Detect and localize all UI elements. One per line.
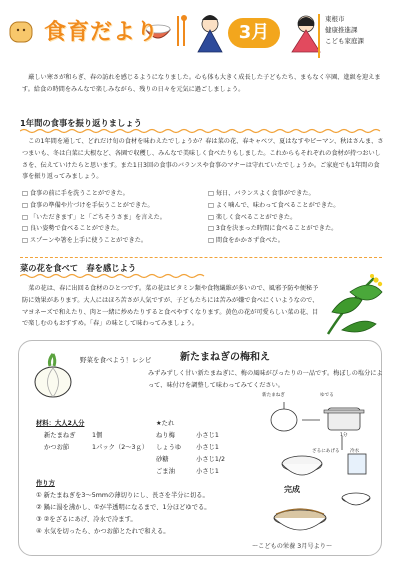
source-caption: 〜こどもの栄養 3月号より〜	[252, 543, 333, 550]
sauce-qty: 小さじ1	[196, 431, 219, 439]
sauce-name: ごま油	[156, 467, 175, 475]
sauce-qty: 小さじ1/2	[196, 455, 226, 463]
checklist-left	[22, 188, 166, 247]
sauce-row	[156, 442, 225, 454]
step-item: ① 新たまねぎを3〜5mmの薄切りにし、長さを半分に切る。	[36, 491, 209, 499]
check-item: □ よく噛んで、味わって食べることができた。	[208, 200, 339, 212]
ingredients-block	[36, 418, 148, 454]
illus-label: ゆでる	[320, 393, 334, 398]
illus-label: 新たまねぎ	[262, 393, 285, 398]
wave-divider	[20, 273, 210, 279]
ingredient-qty: 1パック（2〜3ｇ）	[92, 443, 149, 451]
check-item: □ 食事の前に手を洗うことができた。	[22, 188, 166, 200]
check-item: □ 良い姿勢で食べることができた。	[22, 223, 166, 235]
materials-title: 材料：大人2人分	[36, 420, 85, 427]
check-item: □ 「いただきます」と「ごちそうさま」を言えた。	[22, 212, 166, 224]
sauce-name: 砂糖	[156, 455, 169, 463]
ingredient-name: 新たまねぎ	[44, 431, 76, 439]
recipe-title: 新たまねぎの梅和え	[180, 352, 270, 363]
check-item: □ 毎日、バランスよく食事ができた。	[208, 188, 339, 200]
ingredient-qty: 1個	[92, 431, 103, 439]
nanohana-illustration	[322, 272, 388, 338]
sauce-row	[156, 466, 225, 478]
sauce-row	[156, 430, 225, 442]
onion-illustration	[28, 350, 78, 400]
section1-body: この1年間を通して、どれだけ旬の食材を味わえたでしょうか？春は菜の花、春キャベツ、夏はなすやピーマン、秋はさんま、さつまいも、冬は白菜に大根など、各園で収穫し、みんなで美味しく食べたりもしました。これからもそれぞれの食材が持つおいしさを、伝えていけたらと思います。また1日3回の食事のバランスや食事のマナーは守れていたでしょうか。ご家庭でも1年間の食事を振り返ってみましょう。	[22, 138, 384, 181]
check-item: □ 間食をかかさず食べた。	[208, 235, 339, 247]
illus-label: 冷水	[350, 449, 360, 454]
step-item: ③ ②をざるにあげ、冷水で冷ます。	[36, 515, 137, 523]
step-item: ④ 水気を切ったら、かつお節とたれで和える。	[36, 527, 170, 535]
org-box	[318, 14, 388, 58]
month-badge: 3月	[228, 18, 280, 48]
ingredient-name: かつお節	[44, 443, 70, 451]
header	[0, 0, 400, 68]
org-line: 健康推進課	[325, 26, 358, 35]
sauce-qty: 小さじ1	[196, 467, 219, 475]
check-item: □ 楽しく食べることができた。	[208, 212, 339, 224]
intro-paragraph: 厳しい寒さが和らぎ、春の訪れを感じるようになりました。心も体も大きく成長した子どもたち、まもなく卒園、進級を迎えます。給食の時間をみんなで楽しみながら、残りの日々を元気に過ごしましょう。	[22, 74, 381, 93]
recipe-steps-illustration	[262, 394, 378, 538]
ingredient-row	[36, 442, 148, 454]
ingredient-row	[36, 430, 148, 442]
dashed-divider	[20, 257, 382, 259]
org-line: 東根市	[325, 15, 345, 23]
org-line: こども家庭課	[325, 37, 364, 46]
checklist-right	[208, 188, 339, 247]
step-item: ② 鍋に湯を沸かし、①が半透明になるまで、1分ほどゆでる。	[36, 503, 211, 511]
steps-title: 作り方	[36, 480, 55, 487]
section2-body: 菜の花は、春に出回る食材のひとつです。菜の花はビタミン類や食物繊維が多いので、風邪予防や便秘予防に効果があります。大人にはほろ苦さが人気ですが、子どもたちには苦みが嫌で食べにくいようなので、マヨネーズで和えたり、肉と一緒に炒めたりすると食べやすくなります。黄色の花が可愛らしい菜の花、目で楽しむのもおすすめ。「春」の味として味わってみましょう。	[22, 285, 319, 328]
illus-label-complete: 完成	[284, 485, 300, 494]
recipe-series-label: 野菜を食べよう！レシピ	[80, 356, 152, 364]
title-logo	[8, 6, 188, 58]
section-title-review: 1年間の食事を振り返りましょう	[20, 118, 142, 128]
illus-label: ざるにあげる	[312, 449, 340, 454]
check-item: □ 3食を決まった時間に食べることができた。	[208, 223, 339, 235]
recipe-description: みずみずしく甘い新たまねぎに、梅の風味がぴったりの一品です。梅ぼしの塩分によって、味付けを調整して味わってみてください。	[148, 370, 383, 389]
illus-label: 1分	[340, 433, 348, 438]
steps-block	[36, 478, 211, 538]
sauce-block	[156, 418, 225, 478]
sauce-name: しょうゆ	[156, 443, 182, 451]
sauce-title: ★たれ	[156, 420, 175, 427]
newsletter-title: 食育だより	[44, 20, 160, 45]
section-title-nanohana: 菜の花を食べて 春を感じよう	[20, 263, 137, 273]
wave-divider	[20, 128, 382, 134]
sauce-name: ねり梅	[156, 431, 175, 439]
sauce-qty: 小さじ1	[196, 443, 219, 451]
check-item: □ 食事の準備や片づけを手伝うことができた。	[22, 200, 166, 212]
check-item: □ スプーンや箸を上手に使うことができた。	[22, 235, 166, 247]
sauce-row	[156, 454, 225, 466]
